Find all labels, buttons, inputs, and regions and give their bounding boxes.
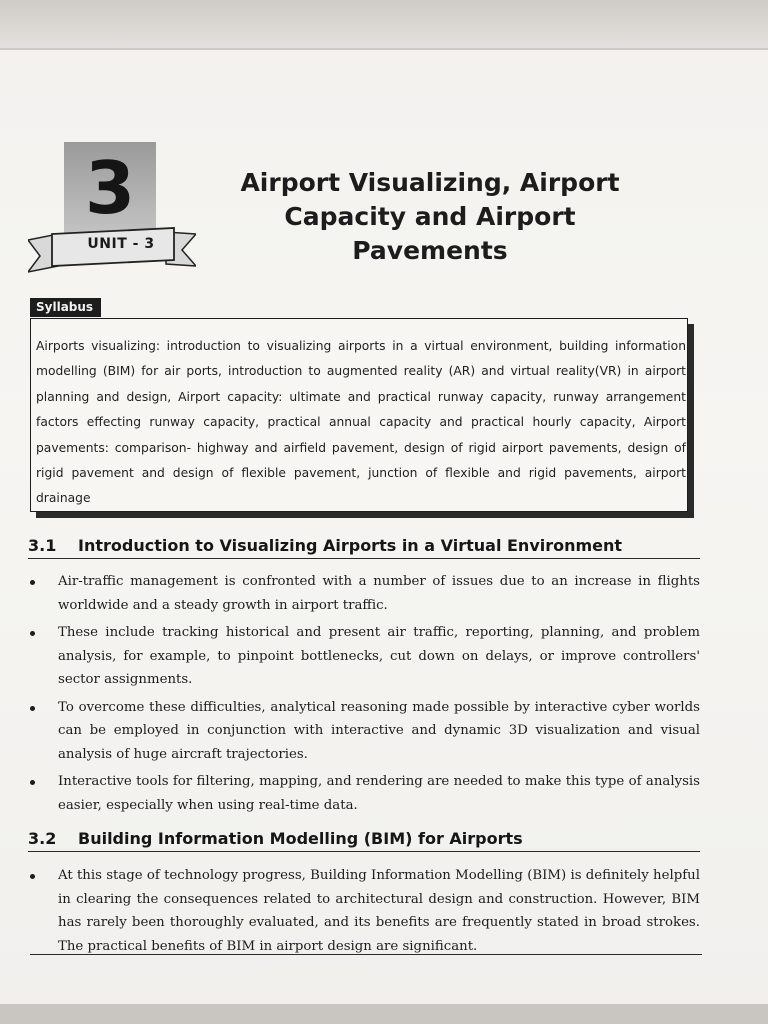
bottom-rule [30, 954, 702, 955]
section-number: 3.2 [28, 829, 57, 848]
section-heading [28, 536, 700, 559]
chapter-title [170, 166, 690, 268]
bullet-item [28, 621, 700, 692]
chapter-title-line: Pavements [352, 236, 508, 265]
unit-label: UNIT - 3 [87, 236, 155, 252]
bullet-item [28, 696, 700, 767]
bullet-text: To overcome these difficulties, analytical reasoning made possible by interactive cyber worlds can be employed in conjunction with interactive and dynamic 3D visualization and visual analysis of huge aircraft trajectories. [58, 699, 700, 762]
bullet-text: Interactive tools for filtering, mapping, and rendering are needed to make this type of analysis easier, especially when using real-time data. [58, 774, 700, 813]
bullet-item [28, 570, 700, 617]
section-bullet-list [28, 570, 700, 821]
bullet-item [28, 864, 700, 958]
section-title: Building Information Modelling (BIM) for Airports [78, 829, 523, 848]
bullet-dot-icon [30, 874, 35, 879]
bullet-item [28, 770, 700, 817]
section-bullet-list [28, 864, 700, 962]
bullet-text: These include tracking historical and present air traffic, reporting, planning, and problem analysis, for example, to pinpoint bottlenecks, cut down on delays, or improve controllers' sector assignments. [58, 625, 700, 687]
bullet-dot-icon [30, 780, 35, 785]
bullet-text: At this stage of technology progress, Building Information Modelling (BIM) is definitely helpful in clearing the consequences related to architectural design and construction. However, BIM has rarely been thoroughly evaluated, and its benefits are frequently stated in broad strokes. The practical benefits of BIM in airport design are significant. [58, 868, 700, 954]
section-heading [28, 829, 700, 852]
syllabus-text: Airports visualizing: introduction to visualizing airports in a virtual environment, building information modelling (BIM) for air ports, introduction to augmented reality (AR) and virtual reality(VR) in airport planning and design, Airport capacity: ultimate and practical runway capacity, runway arrangement factors effecting runway capacity, practical annual capacity and practical hourly capacity, Airport pavements: comparison- highway and airfield pavement, design of rigid airport pavements, design of rigid pavement and design of flexible pavement, junction of flexible and rigid pavements, airport drainage [36, 339, 686, 506]
page-top-shadow [0, 0, 768, 48]
section-number: 3.1 [28, 536, 57, 555]
chapter-title-line: Capacity and Airport [284, 202, 576, 231]
bullet-dot-icon [30, 580, 35, 585]
page-bottom-edge [0, 1004, 768, 1024]
syllabus-label: Syllabus [30, 298, 101, 317]
section-title: Introduction to Visualizing Airports in a Virtual Environment [78, 536, 623, 555]
bullet-text: Air-traffic management is confronted with a number of issues due to an increase in flights worldwide and a steady growth in airport traffic. [58, 574, 700, 613]
chapter-number: 3 [84, 146, 136, 230]
chapter-title-line: Airport Visualizing, Airport [240, 168, 620, 197]
bullet-dot-icon [30, 706, 35, 711]
bullet-dot-icon [30, 631, 35, 636]
